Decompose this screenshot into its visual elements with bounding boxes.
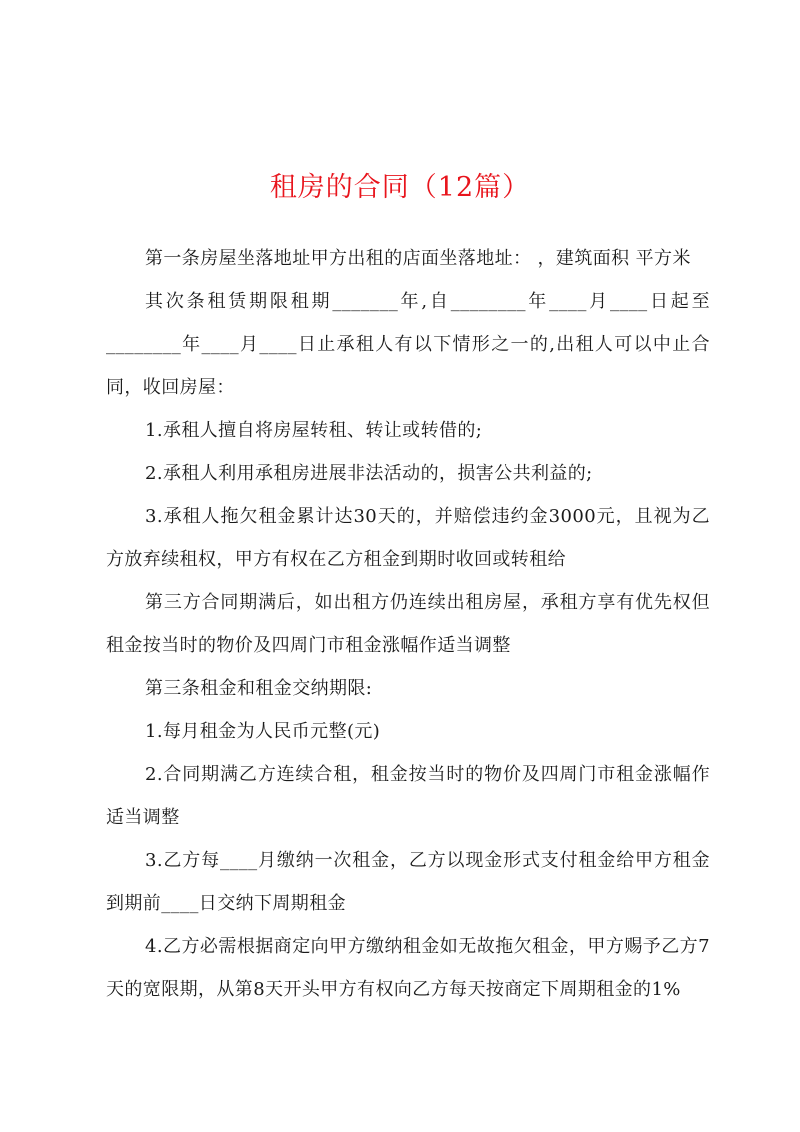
document-body [106,237,710,1011]
document-title: 租房的合同（12篇） [269,172,531,203]
paragraph-rent-1: 1.每月租金为人民币元整(元) [145,721,381,742]
paragraph-rent-4: 4.乙方必需根据商定向甲方缴纳租金如无故拖欠租金，甲方赐予乙方7天的宽限期，从第8天开头甲方有权向乙方每天按商定下周期租金的1% [106,936,710,1000]
paragraph-clause-3: 3.承租人拖欠租金累计达30天的，并赔偿违约金3000元，且视为乙方放弃续租权，甲方有权在乙方租金到期时收回或转租给 [106,506,710,570]
paragraph-clause-1: 1.承租人擅自将房屋转租、转让或转借的; [145,420,483,441]
paragraph-clause-2: 2.承租人利用承租房进展非法活动的，损害公共利益的; [145,463,593,484]
paragraph-rent-3: 3.乙方每____月缴纳一次租金，乙方以现金形式支付租金给甲方租金到期前____日交纳下周期租金 [106,850,710,914]
paragraph-article-1: 第一条房屋坐落地址甲方出租的店面坐落地址： ，建筑面积 平方米 [145,248,691,269]
paragraph-article-3: 第三条租金和租金交纳期限: [145,678,373,699]
paragraph-rent-2: 2.合同期满乙方连续合租，租金按当时的物价及四周门市租金涨幅作适当调整 [106,764,710,828]
paragraph-renewal: 第三方合同期满后，如出租方仍连续出租房屋，承租方享有优先权但租金按当时的物价及四周门市租金涨幅作适当调整 [106,592,710,656]
paragraph-article-2: 其次条租赁期限租期_______年,自________年____月____日起至________年____月____日止承租人有以下情形之一的,出租人可以中止合同，收回房屋： [106,291,710,398]
